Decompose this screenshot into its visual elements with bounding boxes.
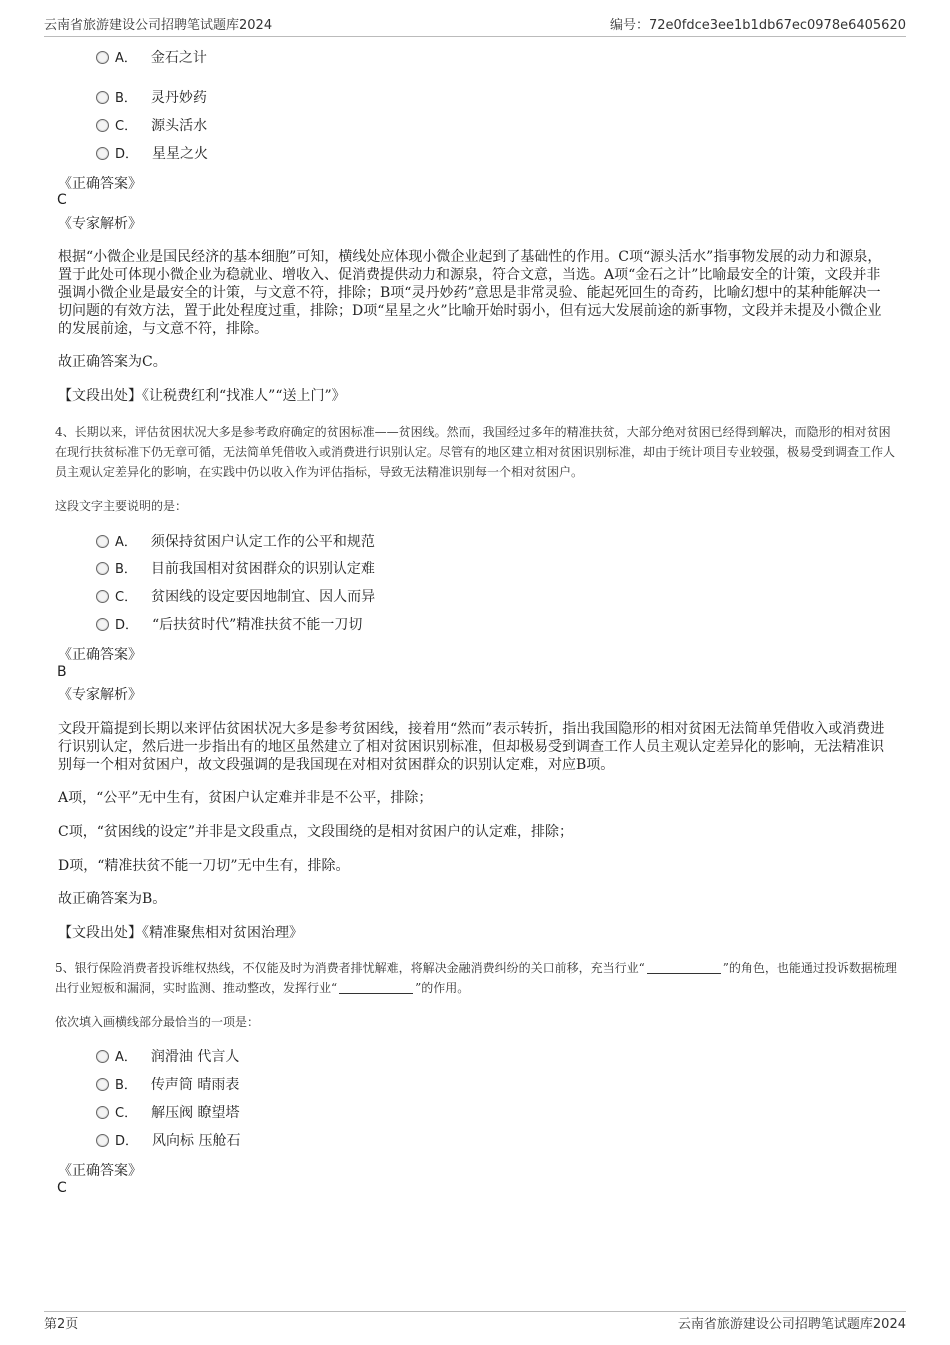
option-letter: B． bbox=[115, 1078, 137, 1093]
radio-icon[interactable] bbox=[96, 147, 109, 160]
radio-icon[interactable] bbox=[96, 119, 109, 132]
q4-option-c[interactable] bbox=[96, 587, 375, 607]
q4-analysis-text: 文段开篇提到长期以来评估贫困状况大多是参考贫困线，接着用“然而”表示转折，指出我国隐形的相对贫困无法简单凭借收入或消费进行识别认定，然后进一步指出有的地区虽然建立了相对贫困识别标准，但却极易受到调查工作人员主观认定差异化的影响，无法精准识别每一个相对贫困户，故文段强调的是我国现在对相对贫困群众的识别认定难，对应B项。 bbox=[58, 721, 885, 773]
fill-blank-2 bbox=[339, 981, 413, 994]
option-letter: C． bbox=[115, 590, 138, 605]
radio-icon[interactable] bbox=[96, 590, 109, 603]
fill-blank-1 bbox=[647, 961, 721, 974]
option-letter: B． bbox=[115, 562, 137, 577]
option-letter: D． bbox=[115, 1134, 139, 1149]
q3-answer-label: 《正确答案》 bbox=[58, 176, 142, 192]
page-header bbox=[44, 14, 906, 34]
q5-stem-part2: ”的角色，也能通过投诉数据梳理出行业短板和漏洞，实时监测、推动整改，发挥行业“ bbox=[55, 961, 897, 995]
header-divider bbox=[44, 36, 906, 37]
q4-note-d: D项，“精准扶贫不能一刀切”无中生有，排除。 bbox=[58, 858, 350, 874]
q4-instruction: 这段文字主要说明的是： bbox=[55, 499, 188, 513]
radio-icon[interactable] bbox=[96, 51, 109, 64]
q3-option-d[interactable] bbox=[96, 144, 208, 164]
radio-icon[interactable] bbox=[96, 91, 109, 104]
page-footer bbox=[44, 1313, 906, 1333]
q4-answer-value: B bbox=[57, 664, 67, 680]
option-letter: B． bbox=[115, 91, 137, 106]
q3-answer-value: C bbox=[57, 192, 67, 208]
radio-icon[interactable] bbox=[96, 535, 109, 548]
q3-analysis-text: 根据“小微企业是国民经济的基本细胞”可知，横线处应体现小微企业起到了基础性的作用。C项“源头活水”指事物发展的动力和源泉，置于此处可体现小微企业为稳就业、增收入、促消费提供动力和源泉，符合文意，当选。A项“金石之计”比喻最安全的计策，文段并非强调小微企业是最安全的计策，与文意不符，排除；B项“灵丹妙药”意思是非常灵验、能起死回生的奇药，比喻幻想中的某种能解决一切问题的有效方法，置于此处程度过重，排除；D项“星星之火”比喻开始时弱小，但有远大发展前途的新事物，文段并未提及小微企业的发展前途，与文意不符，排除。 bbox=[58, 249, 882, 337]
q5-option-c[interactable] bbox=[96, 1103, 240, 1123]
radio-icon[interactable] bbox=[96, 618, 109, 631]
q5-answer-label: 《正确答案》 bbox=[58, 1163, 142, 1179]
q4-note-c: C项，“贫困线的设定”并非是文段重点，文段围绕的是相对贫困户的认定难，排除； bbox=[58, 824, 574, 840]
q4-option-d[interactable] bbox=[96, 615, 362, 635]
option-text: 风向标 压舱石 bbox=[152, 1133, 241, 1149]
option-text: 目前我国相对贫困群众的识别认定难 bbox=[150, 561, 375, 577]
option-text: 贫困线的设定要因地制宜、因人而异 bbox=[151, 589, 376, 605]
option-letter: C． bbox=[115, 119, 138, 134]
radio-icon[interactable] bbox=[96, 562, 109, 575]
q3-analysis-label: 《专家解析》 bbox=[58, 216, 142, 232]
q5-instruction: 依次填入画横线部分最恰当的一项是： bbox=[55, 1015, 260, 1029]
q4-source: 【文段出处】《精准聚焦相对贫困治理》 bbox=[58, 925, 303, 941]
header-doc-id: 编号：72e0fdce3ee1b1db67ec0978e6405620 bbox=[609, 18, 906, 33]
q3-option-c[interactable] bbox=[96, 116, 207, 136]
option-text: 源头活水 bbox=[151, 118, 208, 134]
option-letter: A． bbox=[115, 51, 137, 66]
option-text: “后扶贫时代”精准扶贫不能一刀切 bbox=[152, 617, 363, 633]
page-number: 第2页 bbox=[44, 1317, 79, 1332]
q5-option-d[interactable] bbox=[96, 1131, 240, 1151]
option-text: 传声筒 晴雨表 bbox=[150, 1077, 240, 1093]
footer-divider bbox=[44, 1311, 906, 1312]
q5-answer-value: C bbox=[57, 1180, 67, 1196]
q5-stem bbox=[55, 958, 897, 998]
option-text: 金石之计 bbox=[150, 50, 207, 66]
q4-note-a: A项，“公平”无中生有，贫困户认定难并非是不公平，排除； bbox=[58, 790, 433, 806]
radio-icon[interactable] bbox=[96, 1134, 109, 1147]
q3-option-b[interactable] bbox=[96, 88, 207, 108]
option-letter: D． bbox=[115, 618, 139, 633]
option-letter: D． bbox=[115, 147, 139, 162]
q5-option-a[interactable] bbox=[96, 1047, 239, 1067]
option-letter: A． bbox=[115, 535, 137, 550]
header-title: 云南省旅游建设公司招聘笔试题库2024 bbox=[44, 18, 273, 33]
q5-stem-part1: 5、银行保险消费者投诉维权热线，不仅能及时为消费者排忧解难，将解决金融消费纠纷的关口前移，充当行业“ bbox=[55, 961, 645, 975]
q3-source: 【文段出处】《让税费红利“找准人”“送上门”》 bbox=[58, 388, 346, 404]
option-letter: C． bbox=[115, 1106, 138, 1121]
option-text: 星星之火 bbox=[152, 146, 209, 162]
option-letter: A． bbox=[115, 1050, 137, 1065]
option-text: 灵丹妙药 bbox=[150, 90, 207, 106]
option-text: 须保持贫困户认定工作的公平和规范 bbox=[150, 534, 375, 550]
q4-answer-label: 《正确答案》 bbox=[58, 647, 142, 663]
footer-title: 云南省旅游建设公司招聘笔试题库2024 bbox=[677, 1317, 906, 1332]
q3-conclusion: 故正确答案为C。 bbox=[58, 354, 167, 370]
q4-analysis-label: 《专家解析》 bbox=[58, 687, 142, 703]
q4-option-a[interactable] bbox=[96, 532, 375, 552]
radio-icon[interactable] bbox=[96, 1106, 109, 1119]
q5-option-b[interactable] bbox=[96, 1075, 239, 1095]
q4-conclusion: 故正确答案为B。 bbox=[58, 891, 167, 907]
radio-icon[interactable] bbox=[96, 1078, 109, 1091]
q5-stem-part3: ”的作用。 bbox=[415, 981, 470, 995]
option-text: 润滑油 代言人 bbox=[150, 1049, 240, 1065]
q4-stem: 4、长期以来，评估贫困状况大多是参考政府确定的贫困标准——贫困线。然而，我国经过多年的精准扶贫，大部分绝对贫困已经得到解决，而隐形的相对贫困在现行扶贫标准下仍无章可循，无法简单凭借收入或消费进行识别认定。尽管有的地区建立相对贫困识别标准，却由于统计项目专业较强，极易受到调查工作人员主观认定差异化的影响，在实践中仍以收入作为评估指标，导致无法精准识别每一个相对贫困户。 bbox=[55, 425, 896, 479]
q4-option-b[interactable] bbox=[96, 559, 375, 579]
radio-icon[interactable] bbox=[96, 1050, 109, 1063]
q3-option-a[interactable] bbox=[96, 48, 207, 68]
option-text: 解压阀 瞭望塔 bbox=[151, 1105, 240, 1121]
